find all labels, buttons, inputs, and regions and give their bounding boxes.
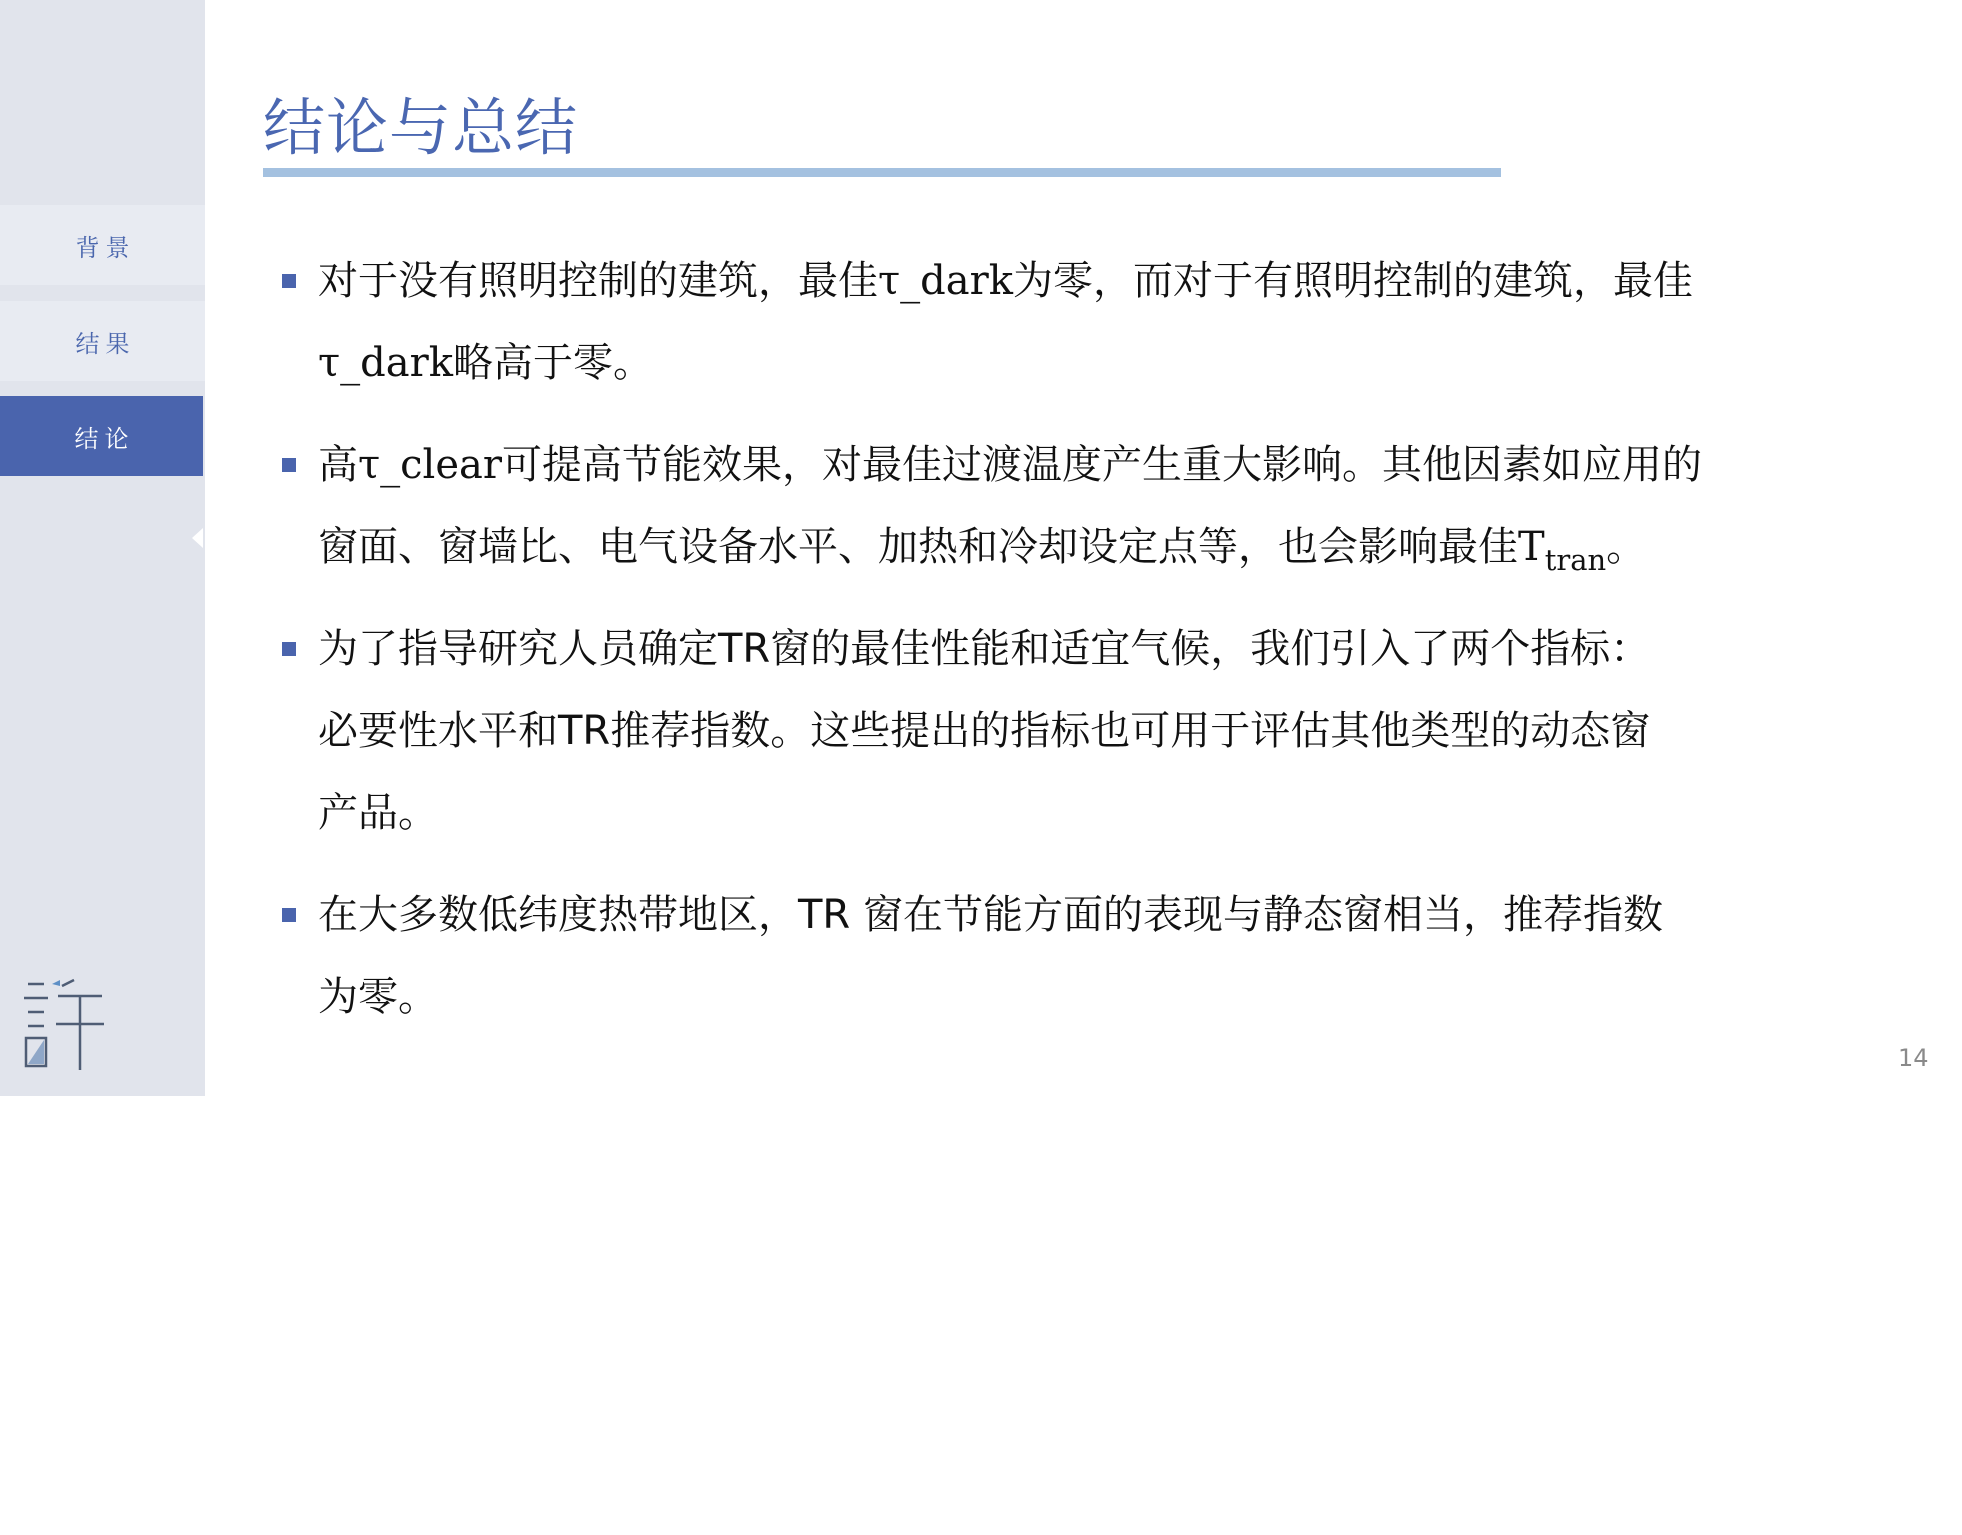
list-item [280,874,1880,1038]
bullet-line: 为了指导研究人员确定TR窗的最佳性能和适宜气候，我们引入了两个指标： [318,626,1651,672]
sidebar-item-background[interactable] [0,205,205,285]
active-indicator-arrow-icon [192,528,203,548]
title-underline [263,168,1501,177]
sidebar-item-label: 结果 [75,329,136,358]
symbol-text: τ_dark [318,340,453,386]
sidebar-item-results[interactable] [0,301,205,381]
bullet-square-icon [282,642,296,656]
list-item [280,608,1880,854]
bullet-square-icon [282,908,296,922]
list-item [280,240,1880,404]
page-title: 结论与总结 [263,91,579,164]
bullet-square-icon [282,274,296,288]
sidebar-item-label: 结论 [74,424,135,453]
text-span: 高 [318,442,358,488]
bullet-line [318,506,1880,588]
list-item [280,424,1880,588]
sidebar [0,0,205,1096]
logo [22,978,106,1072]
bullet-line: 为零。 [318,974,438,1020]
bullet-line: 必要性水平和TR推荐指数。这些提出的指标也可用于评估其他类型的动态窗 [318,708,1651,754]
bullet-list [280,240,1880,1058]
page-number: 14 [1898,1044,1929,1072]
sidebar-item-label: 背景 [75,233,136,262]
text-span: 窗面、窗墙比、电气设备水平、加热和冷却设定点等，也会影响最佳 [318,524,1518,570]
bullet-line: 在大多数低纬度热带地区，TR 窗在节能方面的表现与静态窗相当，推荐指数 [318,892,1663,938]
symbol-text: τ_dark [878,258,1013,304]
bullet-square-icon [282,458,296,472]
text-span: 为零，而对于有照明控制的建筑，最佳 [1012,258,1693,304]
subscript-text: tran [1544,543,1607,577]
symbol-text: τ_clear [358,442,502,488]
text-span: 可提高节能效果，对最佳过渡温度产生重大影响。其他因素如应用的 [501,442,1702,488]
text-span: 略高于零。 [452,340,653,386]
sidebar-item-conclusion[interactable] [0,396,203,476]
bullet-line [318,322,1880,404]
text-span: 。 [1606,524,1647,570]
symbol-text: T [1518,524,1545,570]
bullet-line [318,240,1880,322]
text-span: 对于没有照明控制的建筑，最佳 [318,258,878,304]
bullet-line: 产品。 [318,790,438,836]
bullet-line [318,424,1880,506]
